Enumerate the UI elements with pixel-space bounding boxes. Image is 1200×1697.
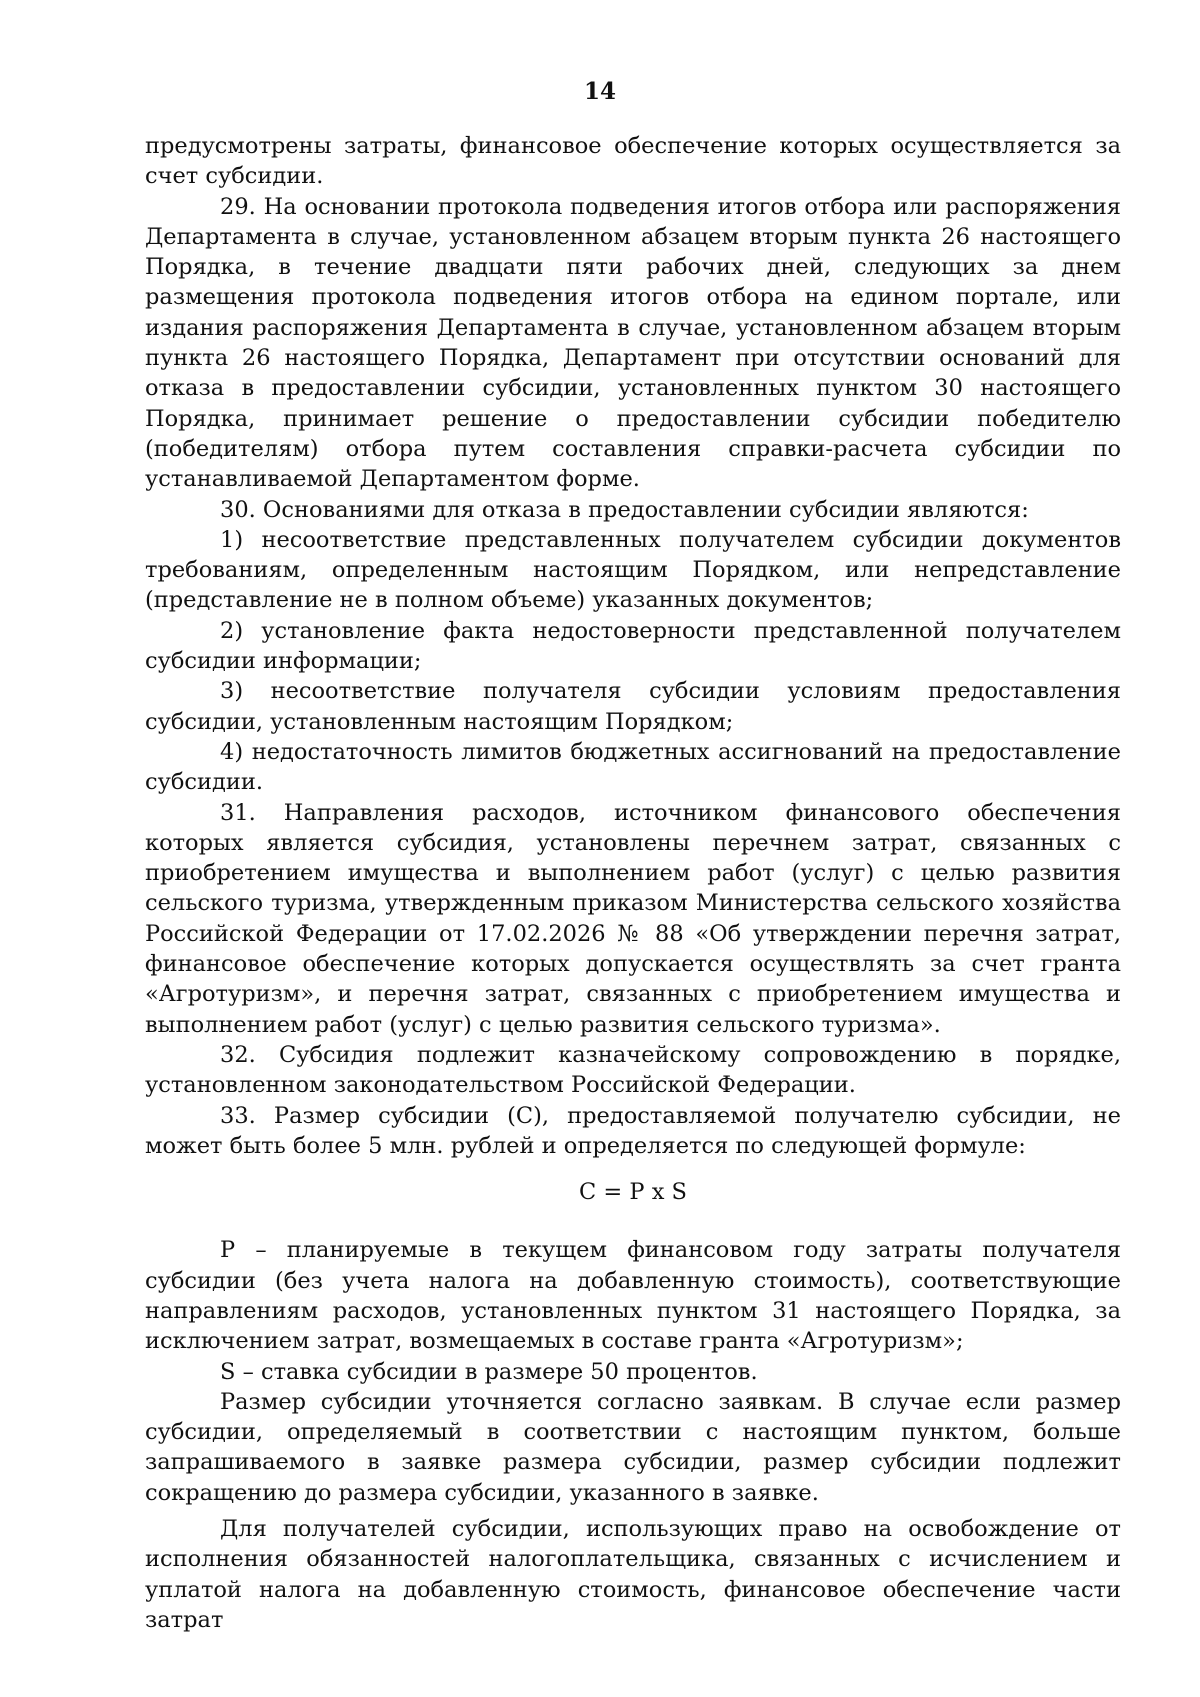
subsidy-formula: С = P x S [579,1179,687,1206]
page-number: 14 [583,78,616,105]
paragraph-30-item-2: 2) установление факта недостоверности представленной получателем субсидии информации; [145,617,1121,675]
paragraph-30-item-3: 3) несоответствие получателя субсидии условиям предоставления субсидии, установленным настоящим Порядком; [145,678,1121,735]
paragraph-continuation: предусмотрены затраты, финансовое обеспечение которых осуществляется за счет субсидии. [145,133,1121,190]
paragraph-30-item-1: 1) несоответствие представленных получателем субсидии документов требованиям, определенным настоящим Порядком, или непредставление (представление не в полном объеме) указанных документов; [145,526,1121,614]
paragraph-vat-exemption: Для получателей субсидии, использующих право на освобождение от исполнения обязанностей налогоплательщика, связанных с исчислением и уплатой налога на добавленную стоимость, финансовое обеспечение части затрат [145,1516,1121,1633]
formula-definition-s: S – ставка субсидии в размере 50 процентов. [220,1358,758,1385]
paragraph-32: 32. Субсидия подлежит казначейскому сопровождению в порядке, установленном законодательством Российской Федерации. [145,1041,1121,1099]
paragraph-33: 33. Размер субсидии (С), предоставляемой получателю субсидии, не может быть более 5 млн. рублей и определяется по следующей формуле: [145,1102,1121,1159]
document-body [145,131,1121,1635]
formula-definition-p: P – планируемые в текущем финансовом году затраты получателя субсидии (без учета налога на добавленную стоимость), соответствующие направлениям расходов, установленных пунктом 31 настоящего Порядка, за исключением затрат, возмещаемых в составе гранта «Агротуризм»; [145,1237,1121,1355]
paragraph-29: 29. На основании протокола подведения итогов отбора или распоряжения Департамента в случае, установленном абзацем вторым пункта 26 настоящего Порядка, в течение двадцати пяти рабочих дней, следующих за днем размещения протокола подведения итогов отбора на едином портале, или издания распоряжения Департамента в случае, установленном абзацем вторым пункта 26 настоящего Порядка, Департамент при отсутствии оснований для отказа в предоставлении субсидии, установленных пунктом 30 настоящего Порядка, принимает решение о предоставлении субсидии победителю (победителям) отбора путем составления справки-расчета субсидии по устанавливаемой Департаментом форме. [145,193,1121,493]
paragraph-30-item-4: 4) недостаточность лимитов бюджетных ассигнований на предоставление субсидии. [145,738,1121,796]
paragraph-31: 31. Направления расходов, источником финансового обеспечения которых является субсидия, установлены перечнем затрат, связанных с приобретением имущества и выполнением работ (услуг) с целью развития сельского туризма, утвержденным приказом Министерства сельского хозяйства Российской Федерации от 17.02.2026 № 88 «Об утверждении перечня затрат, финансовое обеспечение которых допускается осуществлять за счет гранта «Агротуризм», и перечня затрат, связанных с приобретением имущества и выполнением работ (услуг) с целью развития сельского туризма». [145,799,1121,1038]
paragraph-subsidy-adjustment: Размер субсидии уточняется согласно заявкам. В случае если размер субсидии, определяемый в соответствии с настоящим пунктом, больше запрашиваемого в заявке размера субсидии, размер субсидии подлежит сокращению до размера субсидии, указанного в заявке. [145,1388,1121,1506]
paragraph-30: 30. Основаниями для отказа в предоставлении субсидии являются: [220,496,1029,523]
